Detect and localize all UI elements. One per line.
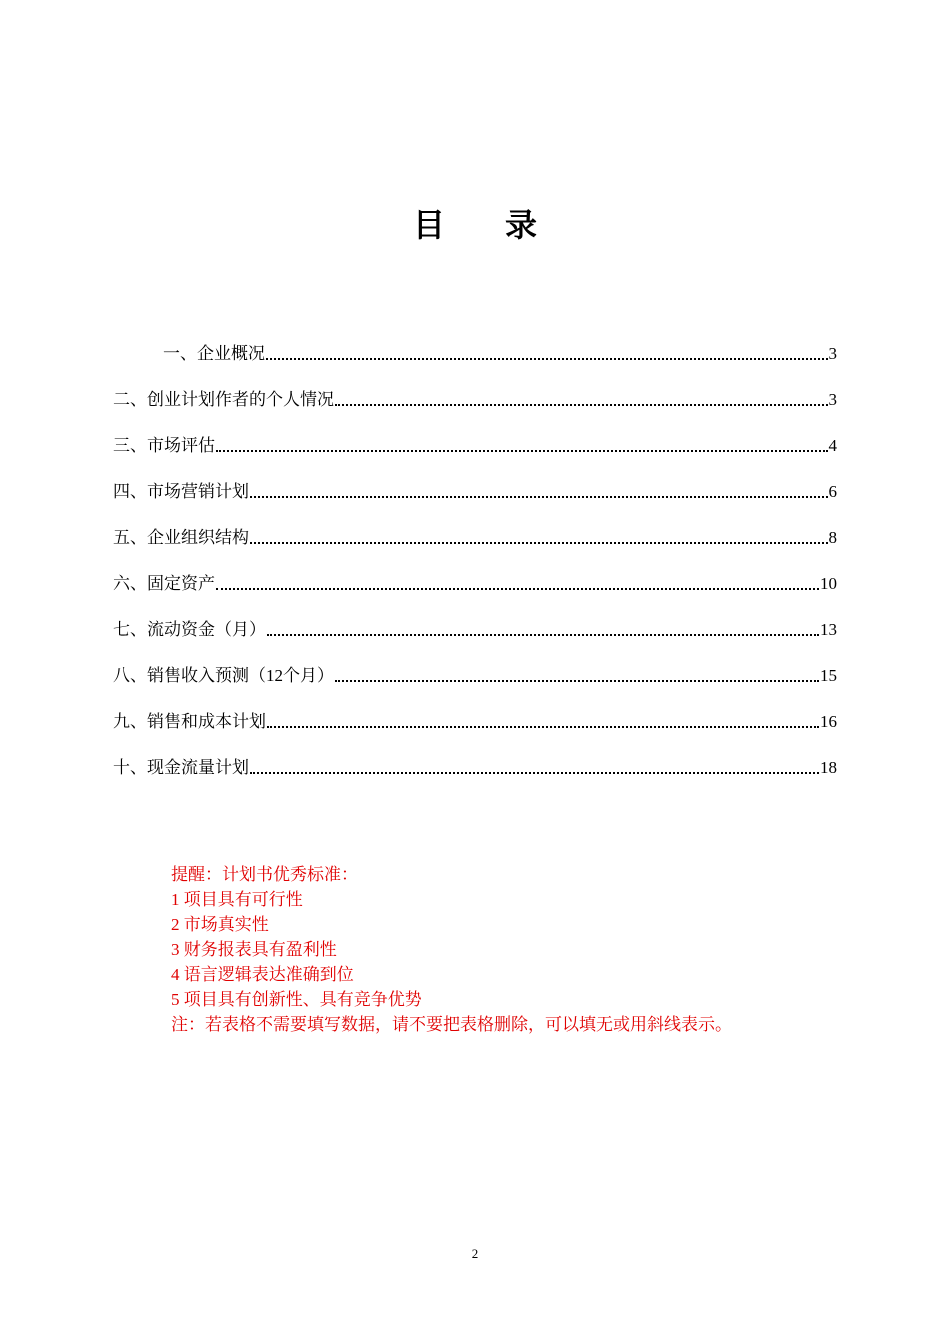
toc-entry-page: 3 (828, 344, 837, 363)
toc-entry[interactable] (113, 736, 837, 782)
toc-entry[interactable] (113, 690, 837, 736)
toc-dot-leader (250, 771, 819, 774)
toc-entry-page: 4 (828, 436, 837, 455)
toc-dot-leader (216, 449, 828, 452)
note-criterion: 2 市场真实性 (171, 915, 269, 934)
toc-entry-label: 五、企业组织结构 (113, 528, 249, 547)
toc-entry-label: 九、销售和成本计划 (113, 712, 266, 731)
toc-entry-label: 一、企业概况 (163, 344, 265, 363)
toc-entry-page: 6 (828, 482, 837, 501)
toc-entry-label: 十、现金流量计划 (113, 758, 249, 777)
toc-entry-page: 8 (828, 528, 837, 547)
toc-entry-page: 18 (820, 758, 837, 777)
toc-dot-leader (335, 403, 828, 406)
toc-entry-label: 八、销售收入预测（12个月） (113, 666, 334, 685)
note-remark: 注：若表格不需要填写数据，请不要把表格删除，可以填无或用斜线表示。 (171, 1015, 732, 1034)
note-criterion: 1 项目具有可行性 (171, 890, 303, 909)
toc-entry-page: 3 (828, 390, 837, 409)
reminder-note (171, 862, 871, 1037)
table-of-contents (113, 322, 837, 782)
toc-entry[interactable] (113, 322, 837, 368)
note-heading: 提醒：计划书优秀标准： (171, 865, 358, 884)
toc-entry-label: 四、市场营销计划 (113, 482, 249, 501)
toc-entry-page: 10 (820, 574, 837, 593)
toc-entry-label: 三、市场评估 (113, 436, 215, 455)
toc-entry[interactable] (113, 644, 837, 690)
toc-dot-leader (267, 633, 819, 636)
page-number: 2 (471, 1246, 479, 1261)
toc-entry-label: 六、固定资产 (113, 574, 215, 593)
toc-entry[interactable] (113, 460, 837, 506)
toc-dot-leader (216, 587, 819, 590)
toc-entry-page: 16 (820, 712, 837, 731)
toc-entry[interactable] (113, 506, 837, 552)
toc-entry-page: 13 (820, 620, 837, 639)
toc-dot-leader (250, 495, 828, 498)
toc-dot-leader (266, 357, 828, 360)
toc-entry[interactable] (113, 552, 837, 598)
note-criterion: 5 项目具有创新性、具有竞争优势 (171, 990, 422, 1009)
toc-entry[interactable] (113, 414, 837, 460)
toc-entry[interactable] (113, 368, 837, 414)
toc-entry-label: 七、流动资金（月） (113, 620, 266, 639)
note-criterion: 3 财务报表具有盈利性 (171, 940, 337, 959)
toc-entry-page: 15 (820, 666, 837, 685)
toc-dot-leader (335, 679, 819, 682)
note-criterion: 4 语言逻辑表达准确到位 (171, 965, 354, 984)
toc-entry-label: 二、创业计划作者的个人情况 (113, 390, 334, 409)
toc-dot-leader (267, 725, 819, 728)
page-title: 目 录 (412, 207, 563, 243)
toc-dot-leader (250, 541, 828, 544)
toc-entry[interactable] (113, 598, 837, 644)
